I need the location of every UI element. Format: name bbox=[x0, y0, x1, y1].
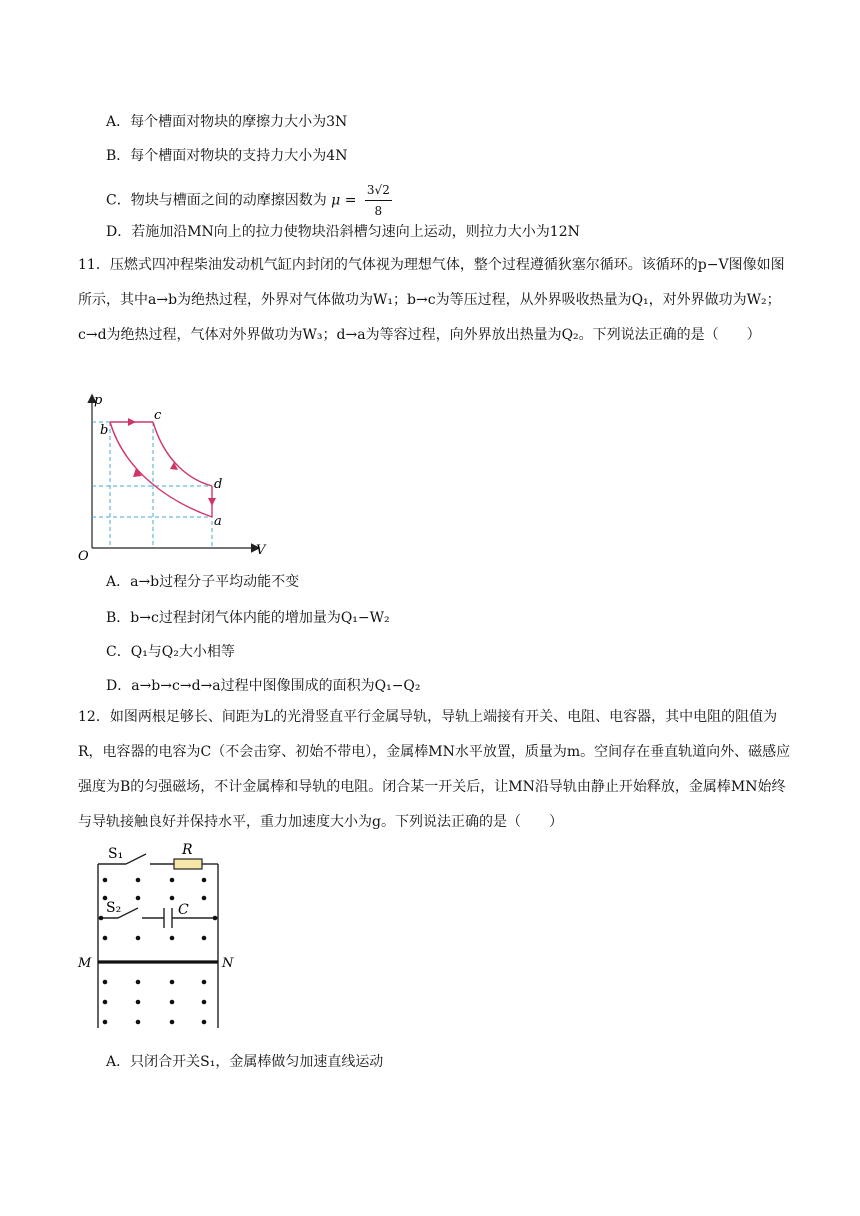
q12-label-s2: S₂ bbox=[106, 900, 122, 916]
q10-option-a: A．每个槽面对物块的摩擦力大小为3N bbox=[106, 114, 348, 130]
q11-label-o: O bbox=[78, 549, 89, 564]
q10-option-c bbox=[106, 180, 392, 221]
q12-label-c: C bbox=[178, 902, 189, 918]
q11-label-p: p bbox=[94, 393, 103, 408]
q11-label-a: a bbox=[214, 514, 222, 529]
q11-label-c: c bbox=[154, 408, 162, 423]
q12-resistor bbox=[174, 859, 202, 869]
q11-label-b: b bbox=[100, 423, 109, 438]
q10-option-c-text: C．物块与槽面之间的动摩擦因数为 bbox=[106, 192, 327, 209]
q11-option-a: A．a→b过程分子平均动能不变 bbox=[106, 574, 300, 590]
q10-fraction bbox=[365, 180, 392, 221]
q12-option-a: A．只闭合开关S₁，金属棒做匀加速直线运动 bbox=[106, 1054, 384, 1070]
q11-cycle bbox=[110, 422, 212, 517]
q11-label-d: d bbox=[214, 477, 223, 492]
q11-option-d: D．a→b→c→d→a过程中图像围成的面积为Q₁−Q₂ bbox=[106, 678, 421, 694]
q10-fraction-num: 3√2 bbox=[365, 180, 392, 201]
q12-label-s1: S₁ bbox=[108, 846, 124, 862]
q12-label-m: M bbox=[78, 956, 92, 971]
q11-option-c: C．Q₁与Q₂大小相等 bbox=[106, 644, 235, 660]
q10-option-d: D．若施加沿MN向上的拉力使物块沿斜槽匀速向上运动，则拉力大小为12N bbox=[106, 224, 580, 240]
q12-circuit-diagram bbox=[76, 838, 246, 1034]
q10-mu: μ = bbox=[331, 192, 357, 209]
q11-option-b: B．b→c过程封闭气体内能的增加量为Q₁−W₂ bbox=[106, 610, 390, 626]
q12-stem: 12．如图两根足够长、间距为L的光滑竖直平行金属导轨，导轨上端接有开关、电阻、电容器，其中电阻的阻值为R，电容器的电容为C（不会击穿、初始不带电），金属棒MN水平放置，质量为m。空间存在垂直轨道向外、磁感应强度为B的匀强磁场，不计金属棒和导轨的电阻。闭合某一开关后，让MN沿导轨由静止开始释放，金属棒MN始终与导轨接触良好并保持水平，重力加速度大小为g。下列说法正确的是（ ） bbox=[78, 709, 791, 830]
q12-label-r: R bbox=[182, 842, 193, 858]
q10-fraction-den: 8 bbox=[374, 204, 383, 218]
q12-label-n: N bbox=[222, 956, 234, 971]
q10-option-b: B．每个槽面对物块的支持力大小为4N bbox=[106, 148, 348, 164]
q11-stem: 11．压燃式四冲程柴油发动机气缸内封闭的气体视为理想气体，整个过程遵循狄塞尔循环。该循环的p−V图像如图所示，其中a→b为绝热过程，外界对气体做功为W₁；b→c为等压过程，从外界吸收热量为Q₁，对外界做功为W₂；c→d为绝热过程，气体对外界做功为W₃；d→a为等容过程，向外界放出热量为Q₂。下列说法正确的是（ ） bbox=[78, 257, 785, 343]
q11-arrows bbox=[128, 418, 216, 506]
q11-label-v: V bbox=[256, 543, 266, 558]
q12-rails bbox=[98, 854, 218, 1028]
q11-pv-diagram bbox=[70, 392, 270, 564]
q11-guides bbox=[92, 422, 212, 548]
